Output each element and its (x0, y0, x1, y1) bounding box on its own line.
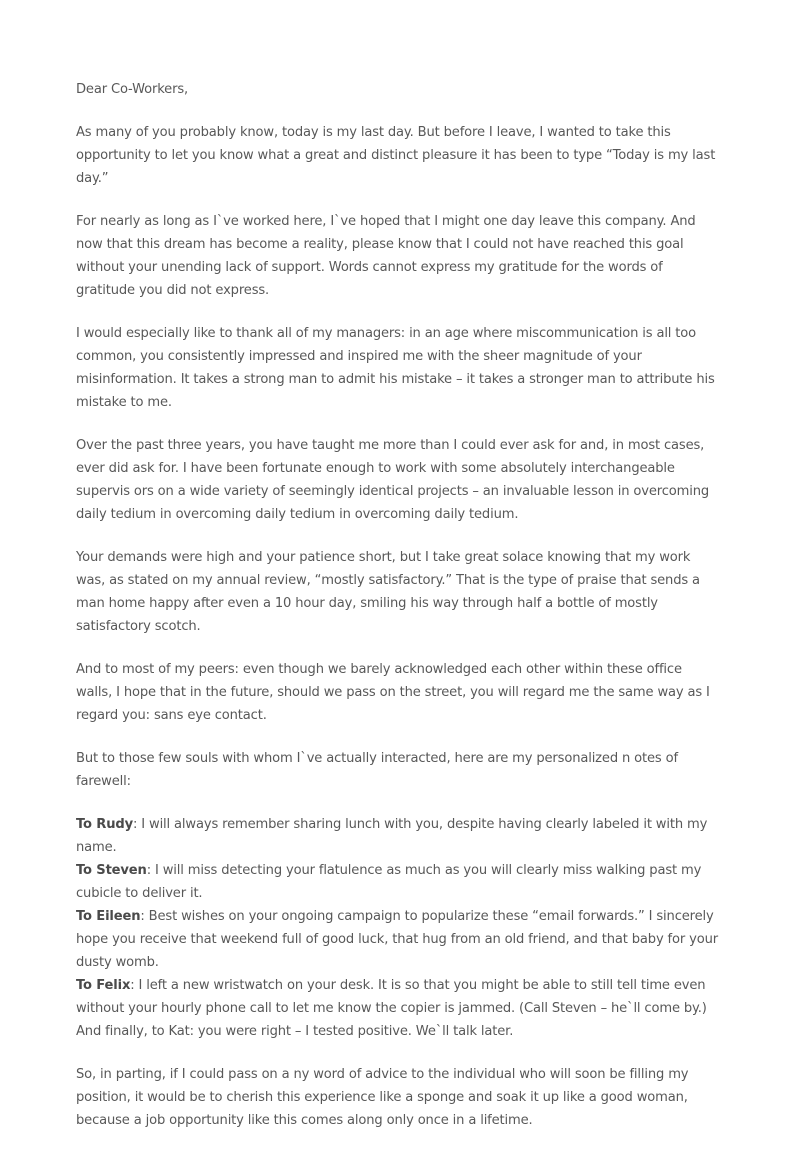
note-recipient: To Felix (76, 978, 131, 993)
note-steven (76, 859, 720, 905)
paragraph-demands: Your demands were high and your patience short, but I take great solace knowing that my work was, as stated on my annual review, “mostly satisfactory.” That is the type of praise that sends a man home happy after even a 10 hour day, smiling his way through half a bottle of mostly satisfactory scotch. (76, 550, 700, 634)
note-felix (76, 974, 720, 1020)
paragraph-managers: I would especially like to thank all of my managers: in an age where miscommunication is all too common, you consistently impressed and inspired me with the sheer magnitude of your misinformation. It takes a strong man to admit his mistake – it takes a stronger man to attribute his mistake to me. (76, 326, 715, 410)
paragraph-intro: As many of you probably know, today is my last day. But before I leave, I wanted to take this opportunity to let you know what a great and distinct pleasure it has been to type “Today is my last day.” (76, 125, 716, 186)
note-text: : I will miss detecting your flatulence as much as you will clearly miss walking past my cubicle to deliver it. (76, 863, 702, 901)
note-text: : Best wishes on your ongoing campaign to popularize these “email forwards.” I sincerely hope you receive that weekend full of good luck, that hug from an old friend, and that baby for your dusty womb. (76, 909, 718, 970)
paragraph-peers: And to most of my peers: even though we barely acknowledged each other within these office walls, I hope that in the future, should we pass on the street, you will regard me the same way as I regard you: sans eye contact. (76, 662, 710, 723)
note-kat: And finally, to Kat: you were right – I tested positive. We`ll talk later. (76, 1024, 514, 1039)
note-text: : I will always remember sharing lunch with you, despite having clearly labeled it with my name. (76, 817, 708, 855)
farewell-notes (76, 813, 720, 1043)
letter-page (76, 78, 720, 1152)
note-recipient: To Eileen (76, 909, 141, 924)
paragraph-dream: For nearly as long as I`ve worked here, I`ve hoped that I might one day leave this company. And now that this dream has become a reality, please know that I could not have reached this goal without your unending lack of support. Words cannot express my gratitude for the words of gratitude you did not express. (76, 214, 696, 298)
note-eileen (76, 905, 720, 974)
paragraph-notes-intro: But to those few souls with whom I`ve actually interacted, here are my personalized n otes of farewell: (76, 751, 678, 789)
greeting: Dear Co-Workers, (76, 82, 189, 97)
note-recipient: To Steven (76, 863, 147, 878)
note-rudy (76, 813, 720, 859)
paragraph-three-years: Over the past three years, you have taught me more than I could ever ask for and, in most cases, ever did ask for. I have been fortunate enough to work with some absolutely interchangeable supervis ors on a wide variety of seemingly identical projects – an invaluable lesson in overcoming daily tedium in overcoming daily tedium in overcoming daily tedium. (76, 438, 710, 522)
note-recipient: To Rudy (76, 817, 134, 832)
note-text: : I left a new wristwatch on your desk. It is so that you might be able to still tell time even without your hourly phone call to let me know the copier is jammed. (Call Steven – he`ll come by.) (76, 978, 707, 1016)
closing-paragraph: So, in parting, if I could pass on a ny word of advice to the individual who will soon be filling my position, it would be to cherish this experience like a sponge and soak it up like a good woman, because a job opportunity like this comes along only once in a lifetime. (76, 1067, 689, 1128)
